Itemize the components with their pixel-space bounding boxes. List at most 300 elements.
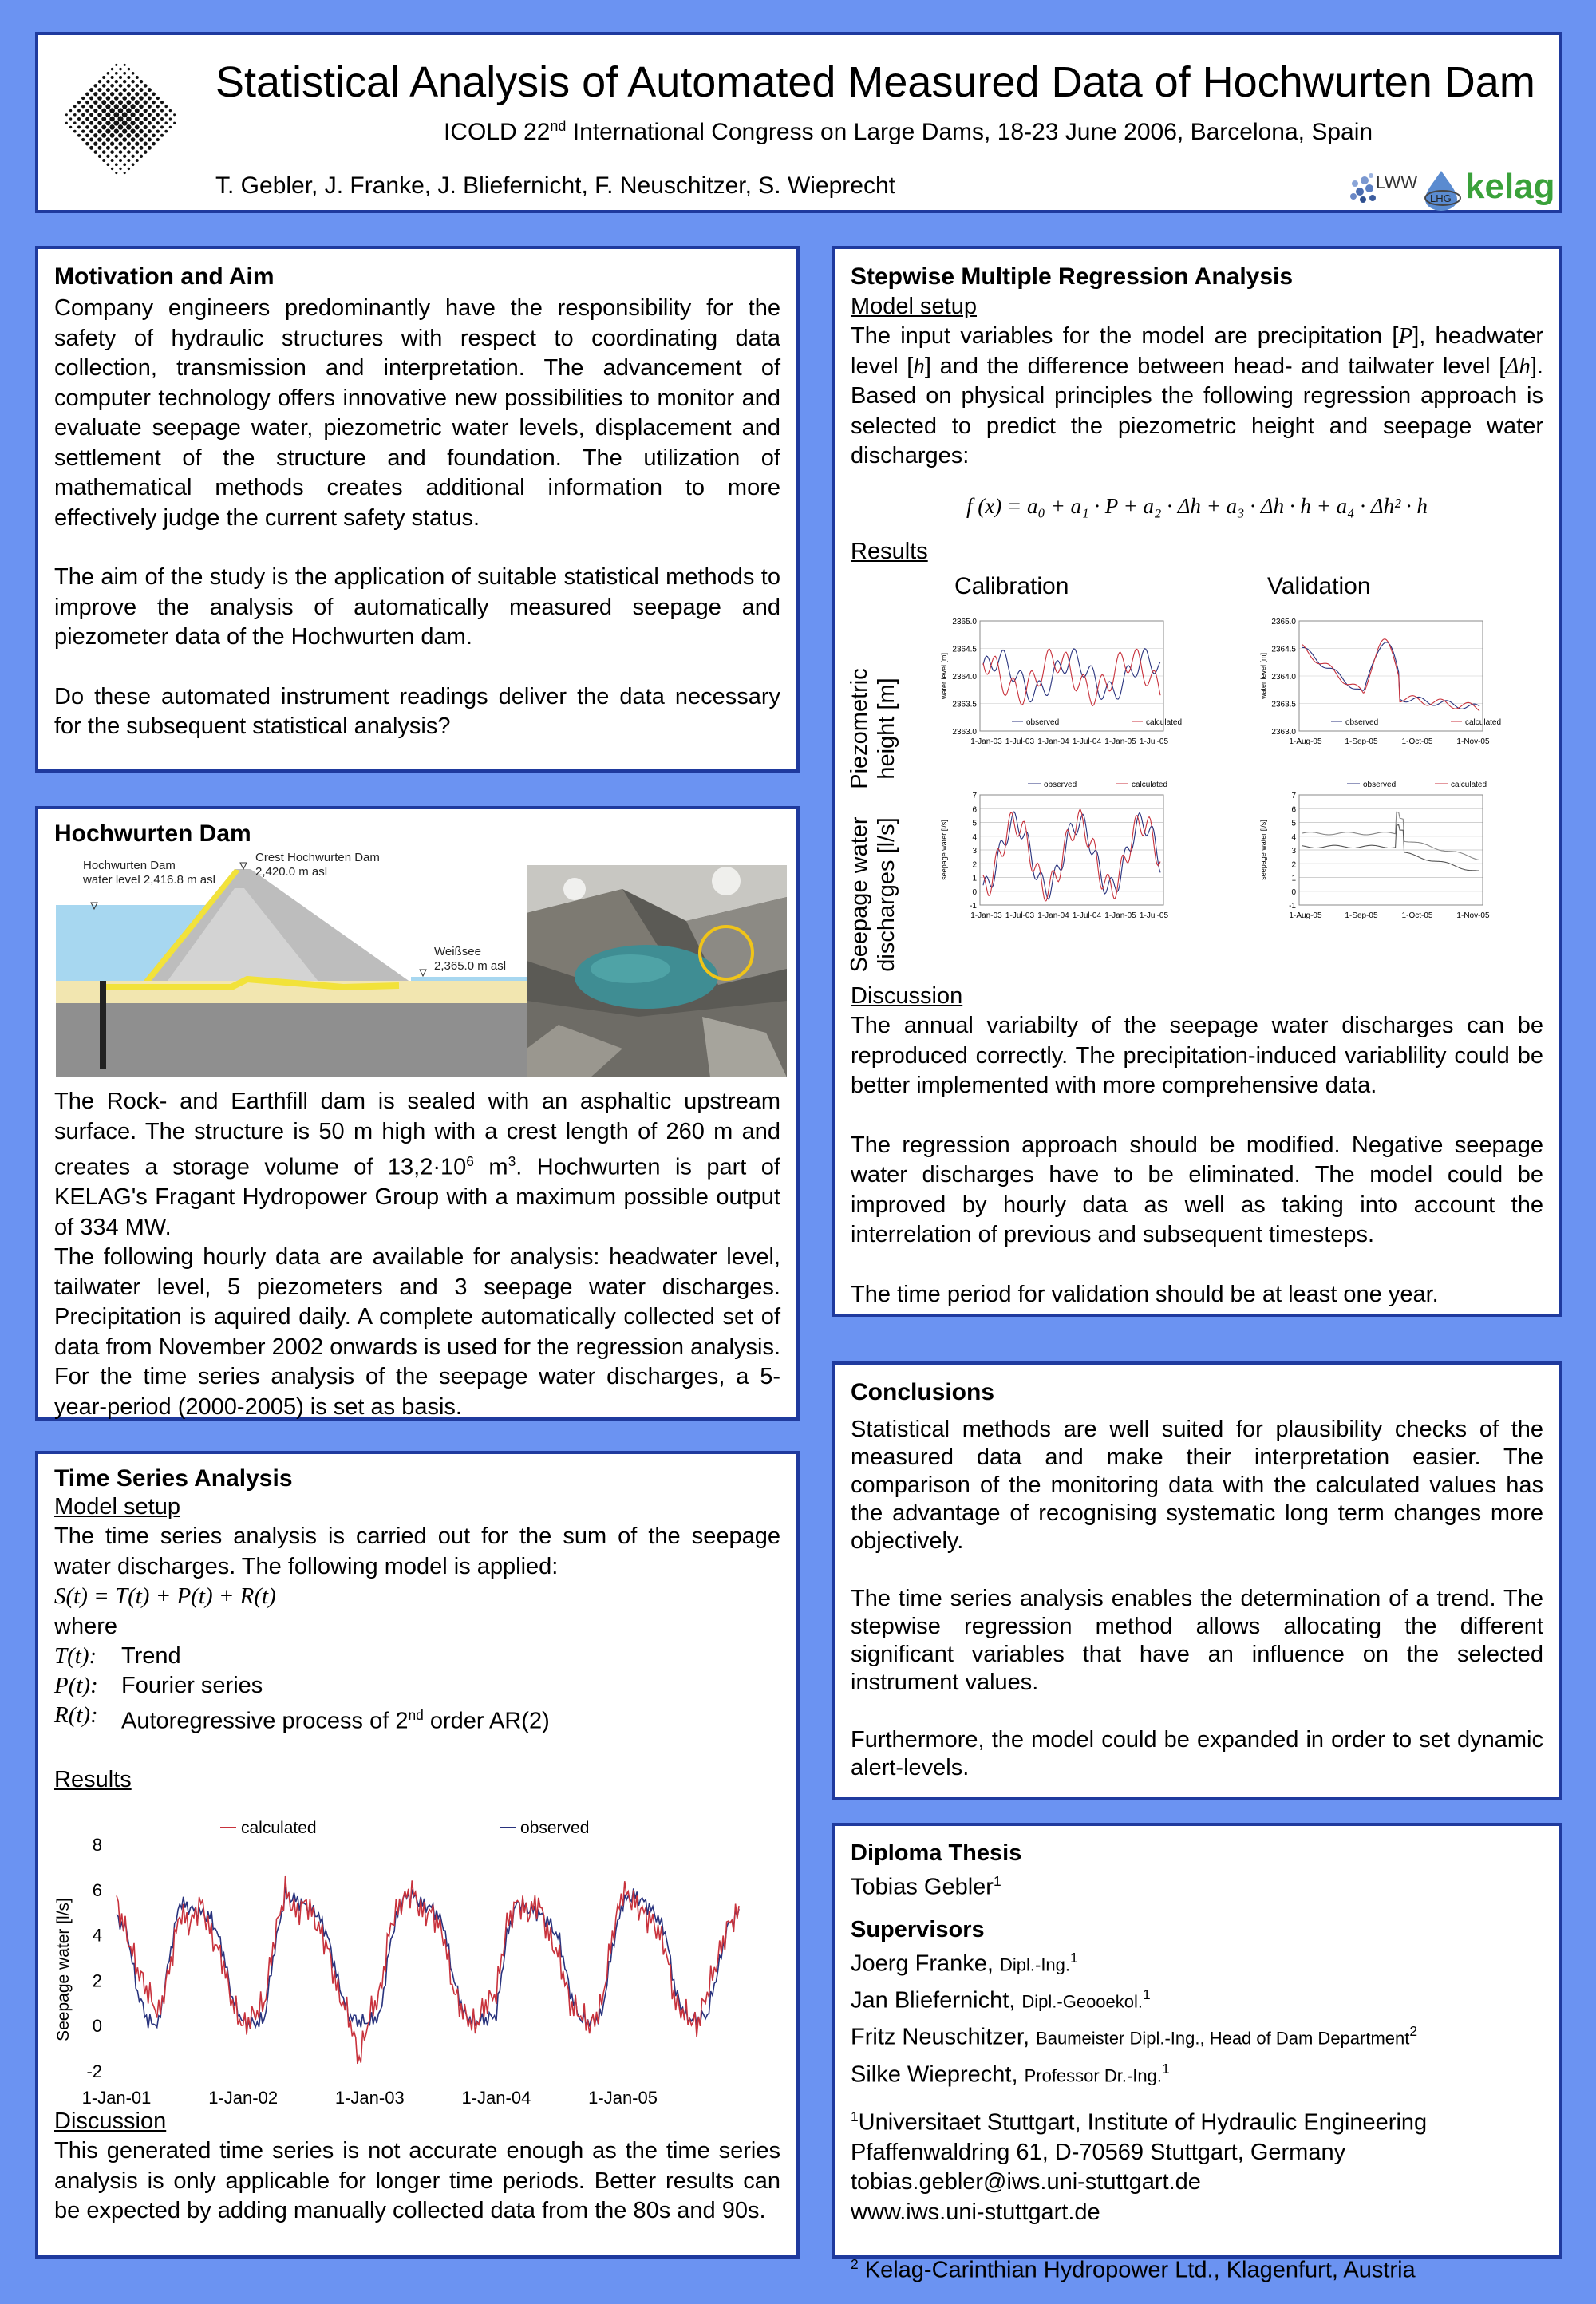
x-tick-label: 1-Sep-05 (1345, 737, 1378, 746)
term-value (121, 1701, 550, 1737)
logo-dot (65, 122, 68, 124)
thesis-box (832, 1823, 1562, 2284)
var-h: h (913, 353, 925, 379)
var-p: P (1398, 323, 1413, 349)
tsa-chart (53, 1810, 771, 2113)
logo-dot (144, 92, 148, 96)
y-tick-label: -1 (1289, 902, 1296, 911)
y-tick-label: 5 (972, 819, 977, 828)
logo-dot (135, 84, 139, 88)
motivation-p2: The aim of the study is the application of suitable statistical methods to improve the analysis of automatically measured seepage and piezometer data of the Hochwurten dam. (54, 564, 780, 650)
logo-dot (131, 155, 134, 158)
calibration-heading: Calibration (954, 573, 1069, 599)
legend-calc-label: calculated (241, 1819, 317, 1837)
logo-dot (148, 138, 152, 142)
y-tick-label: 2364.5 (1271, 645, 1296, 654)
x-tick-label: 1-Jan-05 (588, 2088, 658, 2108)
logo-dot (135, 109, 140, 113)
logo-dot (160, 101, 164, 104)
logo-dot (81, 113, 85, 117)
affiliation-1-email[interactable]: tobias.gebler@iws.uni-stuttgart.de (851, 2169, 1201, 2195)
supervisor-name: Fritz Neuschitzer, (851, 2025, 1037, 2051)
tsa-discussion-text: This generated time series is not accurate enough as the time series analysis is only applicable for longer time periods. Better results can be expected by adding manually collected data from the 80s and 90s. (54, 2138, 780, 2223)
tsa-model-setup: Model setup (54, 1494, 180, 1520)
logo-dot (69, 126, 72, 128)
logo-dot (110, 150, 114, 154)
x-tick-label: 1-Aug-05 (1289, 911, 1322, 920)
logo-dot (173, 113, 176, 116)
logo-dot (152, 117, 156, 121)
kelag-logo-icon (1465, 167, 1555, 206)
logo-dot (144, 117, 148, 121)
row-label-seepage (846, 791, 902, 998)
dam-p1-sup1: 6 (466, 1153, 474, 1169)
logo-dot (77, 109, 81, 113)
logo-dot (122, 137, 127, 142)
x-tick-label: 1-Jan-02 (208, 2088, 279, 2108)
logo-dot (115, 155, 118, 158)
supervisor-role: Baumeister Dipl.-Ing., Head of Dam Department (1036, 2029, 1410, 2049)
term-key: R(t): (54, 1702, 98, 1728)
logo-dot (114, 146, 118, 150)
x-tick-label: 1-Oct-05 (1401, 911, 1433, 920)
motivation-p1: Company engineers predominantly have the responsibility for the safety of hydraulic structures with respect to coordinating data collection, transmission and interpretation. The advancement of computer technology offers innovative new possibilities to monitor and evaluate seepage water, piezometric water levels, displacement and settlement of the structure and foundation. The utilization of mathematical methods creates additional information to more effectively judge the current safety status. (54, 295, 780, 531)
lhg-text: LHG (1430, 192, 1452, 204)
logo-dot (139, 105, 144, 109)
logo-dot (140, 88, 144, 92)
conclusions-p2: The time series analysis enables the determination of a trend. The stepwise regression method allows allocating the different significant variables that have an influence on the selected instrument values. (851, 1586, 1543, 1695)
logo-dot (156, 129, 160, 132)
authors: T. Gebler, J. Franke, J. Bliefernicht, F. Neuschitzer, S. Wieprecht (215, 172, 895, 199)
supervisor-sup: 2 (1409, 2023, 1418, 2040)
logo-dot (97, 96, 102, 101)
logo-dot (119, 84, 123, 88)
logo-dot (101, 100, 106, 105)
header-box (35, 32, 1562, 213)
legend-calculated-label: calculated (1132, 781, 1168, 789)
regression-title: Stepwise Multiple Regression Analysis (851, 263, 1294, 290)
logo-dot (119, 76, 122, 79)
y-tick-label: 8 (92, 1835, 102, 1855)
logo-dot (102, 92, 106, 96)
logo-dot (152, 92, 156, 96)
logo-dot (89, 113, 93, 117)
logo-dot (173, 122, 176, 124)
logo-dot (119, 159, 122, 162)
y-axis-label: water level [m] (1259, 652, 1267, 700)
regression-formula: f (x) = a₀ + a₁ · P + a₂ · Δh + a₃ · Δh · h + a₄ · Δh² · h (966, 493, 1428, 518)
logo-dot (97, 105, 102, 109)
aff1-sup: 1 (851, 2108, 859, 2124)
tsa-box (35, 1451, 800, 2259)
regression-p1-c: ] and the difference between head- and tailwater level [ (924, 353, 1506, 379)
logo-dot (152, 142, 156, 146)
logo-dot (164, 130, 168, 133)
logo-dot (114, 104, 119, 109)
x-tick-label: 1-Oct-05 (1401, 737, 1433, 746)
logo-dot (93, 84, 97, 88)
logo-dot (135, 150, 139, 154)
logo-dot (169, 109, 172, 112)
tsa-term-trend (54, 1642, 780, 1671)
logo-dot (118, 108, 124, 113)
logo-dot (122, 96, 127, 101)
logo-dot (131, 137, 136, 142)
logo-dot (135, 117, 140, 121)
affiliation-1-address: Pfaffenwaldring 61, D-70569 Stuttgart, Germany (851, 2139, 1346, 2165)
legend-observed-label: observed (1345, 718, 1379, 727)
logo-dot (118, 124, 124, 130)
logo-dot (135, 133, 140, 138)
logo-dot (77, 117, 81, 121)
logo-dot (130, 104, 135, 109)
x-tick-label: 1-Jul-05 (1139, 911, 1169, 920)
y-tick-label: 0 (972, 887, 977, 897)
logo-dot (144, 84, 148, 88)
term-key: P(t): (54, 1673, 98, 1698)
logo-dot (85, 92, 89, 96)
logo-dot (102, 159, 105, 162)
logo-dot (122, 128, 127, 133)
logo-dot (65, 113, 68, 116)
logo-dot (130, 128, 135, 133)
logo-dot (110, 133, 115, 138)
logo-dot (144, 150, 148, 154)
y-tick-label: 5 (1291, 819, 1296, 828)
y-tick-label: -2 (86, 2061, 102, 2081)
x-tick-label: 1-Nov-05 (1456, 737, 1490, 746)
logo-dot (98, 146, 102, 150)
logo-dot (123, 155, 126, 158)
y-tick-label: 2 (972, 860, 977, 870)
logo-dot (131, 88, 135, 92)
dam-cross-section (56, 853, 555, 1077)
foundation (56, 1003, 555, 1077)
logo-dot (93, 117, 97, 121)
y-tick-label: 7 (972, 792, 977, 800)
y-tick-label: 2363.0 (952, 728, 977, 737)
y-tick-label: 0 (92, 2016, 102, 2037)
logo-dot (105, 121, 110, 125)
dam-p1-b: m (473, 1154, 508, 1180)
logo-dot (123, 146, 127, 150)
logo-dot (126, 117, 132, 122)
logo-dot (127, 142, 131, 146)
logo-dot (148, 121, 152, 125)
dam-title: Hochwurten Dam (54, 820, 251, 847)
logo-dot (102, 142, 106, 146)
logo-dot (109, 117, 115, 122)
regression-p1-b: ], headwater level [ (851, 323, 1543, 379)
x-tick-label: 1-Jul-03 (1005, 737, 1035, 746)
supervisor-role: Dipl.-Geooekol. (1021, 1991, 1144, 2012)
logo-dot (131, 80, 134, 83)
logo-dot (85, 117, 89, 121)
logo-dot (152, 125, 156, 129)
logo-dot (130, 113, 135, 117)
logo-dot (119, 168, 121, 170)
logo-dot (109, 108, 115, 113)
logo-dot (117, 116, 123, 121)
series-calculated-line (983, 649, 1160, 705)
logo-dot (97, 113, 102, 117)
label-water-level-b: water level 2,416.8 m asl (83, 873, 215, 887)
tsa-term-ar (54, 1701, 780, 1737)
logo-dot (115, 64, 117, 66)
logo-dot (115, 163, 118, 166)
logo-dot (93, 150, 97, 154)
thesis-author-sup: 1 (993, 1873, 1001, 1889)
logo-dot (126, 133, 131, 138)
logo-dot (135, 124, 140, 129)
supervisor-sup: 1 (1143, 1986, 1151, 2003)
tsa-term-fourier (54, 1671, 780, 1701)
x-tick-label: 1-Jan-03 (334, 2088, 405, 2108)
logo-dot (144, 101, 148, 105)
logo-dot (111, 76, 114, 79)
congress-sup: nd (550, 118, 567, 134)
dam-box (35, 806, 800, 1421)
logo-dot (148, 113, 152, 117)
row-label-seepage-b: discharges [l/s] (874, 817, 899, 972)
logo-dot (85, 109, 89, 113)
aff1-line: Universitaet Stuttgart, Institute of Hydraulic Engineering (858, 2109, 1428, 2136)
x-tick-label: 1-Jan-05 (1104, 911, 1136, 920)
dam-p1 (54, 1087, 780, 1243)
panel-seep-cal (940, 781, 1168, 920)
term-value: Trend (121, 1643, 181, 1669)
legend-calculated-label: calculated (1451, 781, 1487, 789)
logo-dot (89, 105, 93, 109)
motivation-box (35, 246, 800, 773)
dam-p1-sup2: 3 (508, 1153, 516, 1169)
logo-dot (81, 121, 85, 124)
supervisor-name: Jan Bliefernicht, (851, 1987, 1022, 2014)
logo-dot (81, 97, 85, 100)
logo-dot (85, 142, 89, 146)
logo-dot (93, 101, 97, 105)
logo-dot (114, 137, 119, 142)
x-tick-label: 1-Sep-05 (1345, 911, 1378, 920)
series-calculated-line (117, 1876, 739, 2064)
logo-dot (156, 97, 160, 100)
logo-dot (105, 104, 110, 109)
dam-p2: The following hourly data are available for analysis: headwater level, tailwater level, 5 piezometers and 3 seepage water discharges. Precipitation is aquired daily. A complete automatically collected set of data from November 2002 onwards is used for the regression analysis. For the time series analysis of the seepage water discharges, a 5-year-period (2000-2005) is set as basis. (54, 1244, 780, 1420)
supervisor-name: Joerg Franke, (851, 1950, 1000, 1977)
y-tick-label: 2 (92, 1970, 102, 1991)
y-tick-label: 2364.5 (952, 645, 977, 654)
logo-dot (106, 96, 111, 101)
logo-dot (156, 138, 160, 141)
panel-piezo-cal (940, 618, 1182, 746)
legend-obs-label: observed (520, 1819, 590, 1837)
series-calculated-line (1302, 639, 1479, 711)
logo-dot (126, 100, 131, 105)
conclusions-title: Conclusions (851, 1379, 995, 1405)
x-tick-label: 1-Jul-05 (1139, 737, 1169, 746)
logo-dot (148, 88, 152, 92)
logo-dot (97, 121, 102, 125)
lww-logo-icon (1350, 172, 1417, 203)
term-value-sup: nd (408, 1707, 424, 1723)
x-tick-label: 1-Jul-04 (1072, 911, 1102, 920)
logo-dot (77, 101, 81, 104)
logo-dot (73, 130, 77, 133)
row-label-piezo-a: Piezometric (847, 668, 872, 789)
logo-dot (127, 84, 131, 88)
regression-d3: The time period for validation should be at least one year. (851, 1281, 1439, 1307)
regression-p1-a: The input variables for the model are precipitation [ (851, 323, 1399, 349)
logo-dot (113, 121, 119, 126)
logo-dot (119, 68, 121, 70)
logo-dot (128, 168, 130, 170)
tsa-where: where (54, 1613, 117, 1639)
logo-dot (126, 108, 132, 113)
legend-calculated-label: calculated (1146, 718, 1183, 727)
dot-logo (61, 59, 180, 179)
x-tick-label: 1-Aug-05 (1289, 737, 1322, 746)
poster-title: Statistical Analysis of Automated Measured Data of Hochwurten Dam (215, 58, 1535, 106)
logo-dot (139, 113, 144, 117)
logo-dot (127, 92, 131, 96)
logo-dot (118, 133, 123, 138)
y-tick-label: 2364.0 (1271, 673, 1296, 682)
regression-box (832, 246, 1562, 1317)
term-value: Fourier series (121, 1673, 263, 1698)
logo-dot (123, 80, 126, 83)
term-value-post: order AR(2) (423, 1708, 550, 1734)
y-tick-label: 2364.0 (952, 673, 977, 682)
logo-dot (124, 172, 126, 174)
term-value-pre: Autoregressive process of 2 (121, 1708, 409, 1734)
logo-dot (69, 109, 72, 112)
y-tick-label: 1 (972, 874, 977, 883)
logo-dot (98, 88, 102, 92)
logo-dot (115, 172, 117, 174)
logo-dot (77, 125, 81, 128)
logo-dot (122, 104, 127, 109)
logo-dot (160, 125, 164, 128)
logo-dot (69, 117, 72, 120)
y-axis-label: seepage water [l/s] (1259, 820, 1267, 880)
y-tick-label: 2365.0 (1271, 618, 1296, 626)
legend-calculated-label: calculated (1465, 718, 1502, 727)
logo-dot (124, 64, 126, 66)
logo-dot (148, 129, 152, 133)
y-tick-label: 2363.0 (1271, 728, 1296, 737)
logo-dot (123, 163, 126, 166)
y-tick-label: 2365.0 (952, 618, 977, 626)
x-tick-label: 1-Jan-03 (970, 911, 1002, 920)
logo-dot (97, 137, 102, 142)
logo-dot (140, 155, 143, 158)
dam-p1-c: . Hochwurten is part of KELAG's Fragant Hydropower Group with a maximum possible output of 334 MW. (54, 1154, 780, 1240)
logo-dot (81, 105, 85, 108)
conclusions-p1: Statistical methods are well suited for plausibility checks of the measured data and make their interpretation easier. The comparison of the monitoring data with the calculated values has the advantage of recognising systematic long term changes more objectively. (851, 1417, 1543, 1554)
logo-dot (89, 88, 93, 92)
supervisor-sup: 1 (1070, 1950, 1078, 1966)
affiliation-1 (851, 2102, 1543, 2138)
logo-dot (164, 113, 168, 117)
logo-dot (89, 138, 93, 142)
supervisor-role: Dipl.-Ing. (999, 1954, 1071, 1975)
x-tick-label: 1-Jan-04 (1037, 737, 1069, 746)
logo-dot (106, 155, 109, 158)
logo-dot (101, 133, 106, 138)
logo-dot (105, 128, 110, 133)
y-tick-label: 6 (92, 1879, 102, 1900)
series-calculated-line (983, 810, 1160, 901)
thesis-author-name: Tobias Gebler (851, 1874, 994, 1900)
x-tick-label: 1-Jan-01 (81, 2088, 152, 2108)
var-dh: Δh (1505, 353, 1531, 379)
logo-dot (114, 128, 119, 133)
affiliation-1-website[interactable]: www.iws.uni-stuttgart.de (851, 2199, 1100, 2225)
logo-dot (73, 113, 77, 117)
regression-d1: The annual variabilty of the seepage water discharges can be reproduced correctly. The precipitation-induced variablility could be better implemented with more comprehensive data. (851, 1013, 1543, 1098)
logo-dot (144, 142, 148, 146)
legend-observed-label: observed (1363, 781, 1396, 789)
y-tick-label: 3 (1291, 847, 1296, 856)
logo-dot (135, 142, 139, 146)
logo-dot (156, 105, 160, 108)
supervisor-4 (851, 2054, 1543, 2091)
logo-dot (139, 121, 144, 125)
logo-dot (169, 117, 172, 120)
logo-dot (93, 133, 97, 137)
logo-dot (118, 92, 122, 96)
kelag-text: kelag (1465, 167, 1555, 206)
logo-dot (101, 124, 106, 129)
logo-dot (73, 121, 77, 124)
regression-p1 (851, 322, 1543, 472)
logo-dot (156, 113, 160, 117)
logo-dot (111, 68, 113, 70)
logo-dot (144, 109, 148, 113)
logo-dot (127, 150, 131, 154)
term-key: T(t): (54, 1643, 97, 1669)
regression-results: Results (851, 538, 928, 564)
aff2-sup: 2 (851, 2256, 859, 2273)
tsa-title: Time Series Analysis (54, 1465, 293, 1492)
logo-dot (111, 159, 114, 162)
tsa-p1: The time series analysis is carried out for the sum of the seepage water discharges. The following model is applied: (54, 1523, 780, 1579)
y-tick-label: 2 (1291, 860, 1296, 870)
label-crest-b: 2,420.0 m asl (255, 865, 328, 879)
affiliation-2 (851, 2250, 1543, 2286)
x-tick-label: 1-Jan-04 (1037, 911, 1069, 920)
logo-dot (139, 129, 144, 134)
logo-dot (77, 134, 81, 137)
logo-dot (136, 159, 139, 162)
logo-dot (135, 92, 139, 96)
logo-dot (128, 68, 130, 70)
logo-dot (106, 137, 111, 142)
logo-dot (132, 72, 135, 75)
panel-piezo-val (1259, 618, 1501, 746)
label-weiss-a: Weißsee (434, 945, 481, 958)
logo-dot (89, 121, 93, 125)
regression-charts (924, 603, 1555, 931)
logo-dot (85, 133, 89, 137)
logo-dot (115, 80, 118, 83)
logo-dot (160, 109, 164, 113)
label-weiss-b: 2,365.0 m asl (434, 959, 507, 973)
logo-dot (89, 146, 93, 150)
x-tick-label: 1-Nov-05 (1456, 911, 1490, 920)
logo-dot (152, 101, 156, 105)
logo-dot (114, 88, 118, 92)
